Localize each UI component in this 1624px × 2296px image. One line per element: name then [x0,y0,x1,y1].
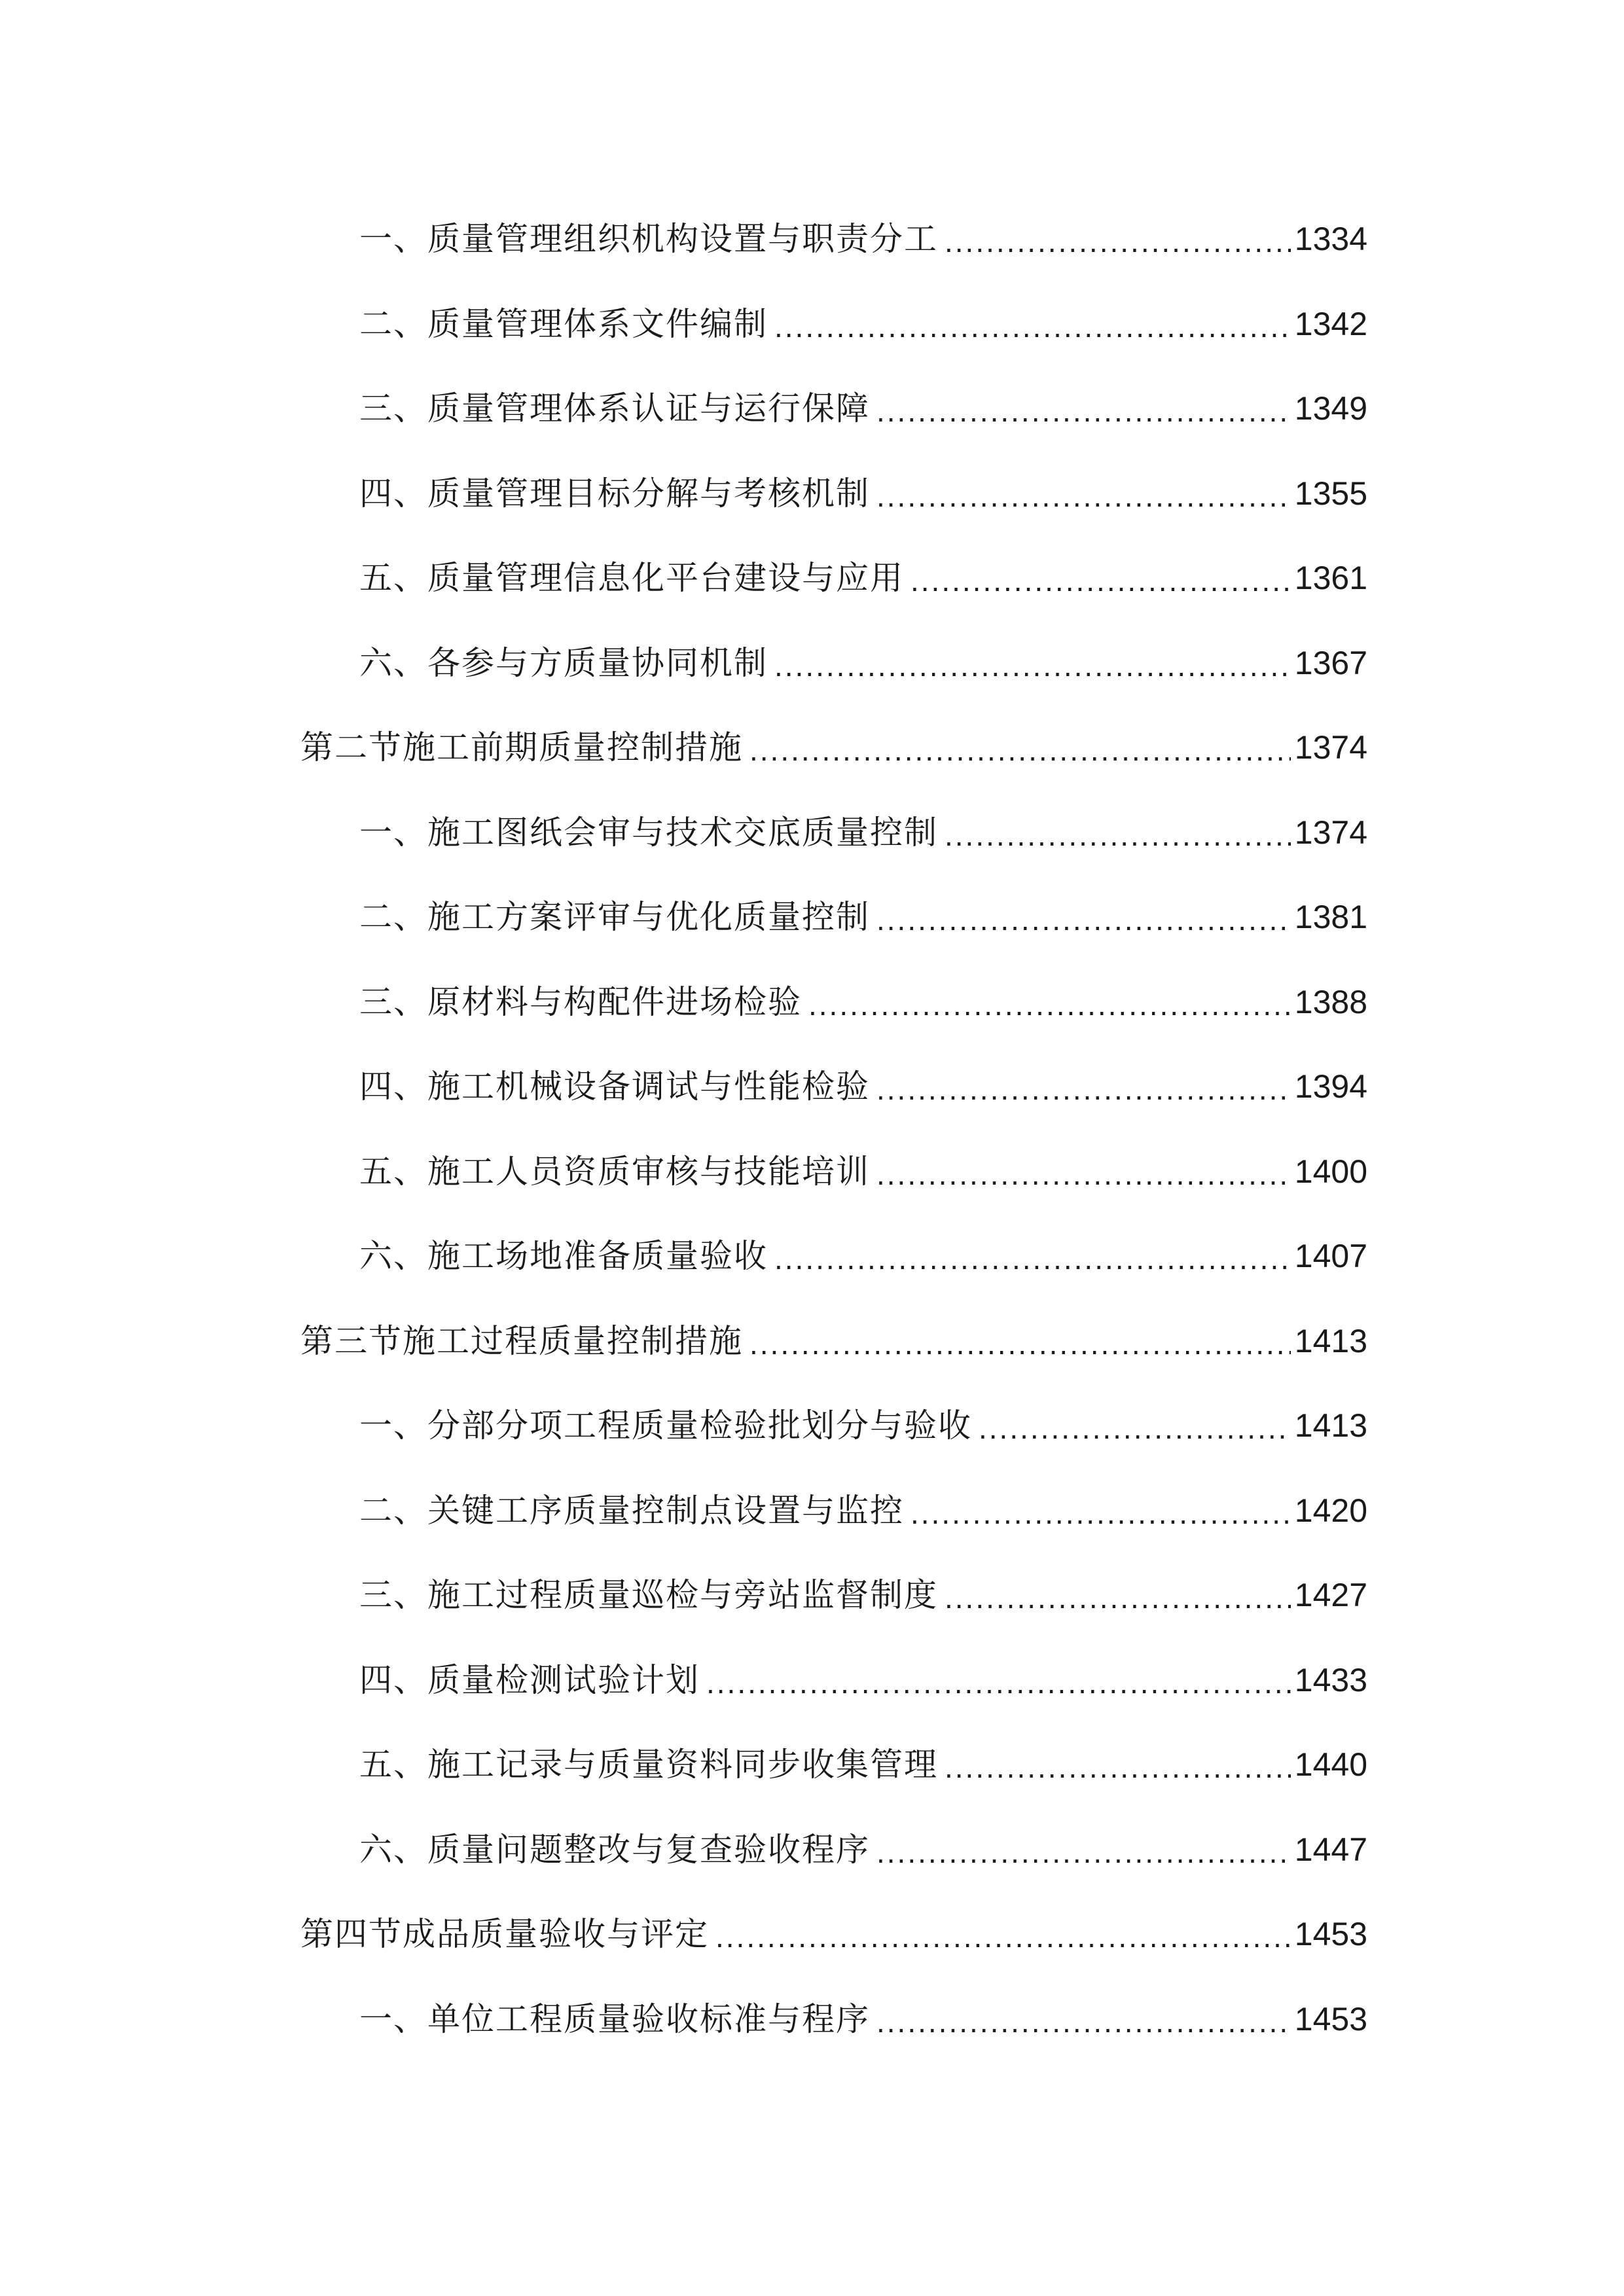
toc-entry[interactable] [359,467,1367,520]
toc-entry-page: 1420 [1294,1492,1367,1529]
toc-entry-title: 二、关键工序质量控制点设置与监控 [359,1492,904,1530]
toc-section-entry[interactable] [300,721,1367,774]
toc-entry-title: 三、施工过程质量巡检与旁站监督制度 [359,1576,938,1614]
toc-entry[interactable] [359,1654,1367,1706]
toc-leader-dots [774,639,1291,692]
toc-entry-page: 1447 [1294,1831,1367,1868]
toc-entry[interactable] [359,1738,1367,1791]
toc-entry-title: 第三节施工过程质量控制措施 [300,1322,743,1360]
toc-entry[interactable] [359,1484,1367,1537]
toc-leader-dots [945,215,1291,268]
toc-entry-title: 第二节施工前期质量控制措施 [300,728,743,766]
toc-entry[interactable] [359,552,1367,604]
toc-entry-page: 1334 [1294,221,1367,257]
toc-entry-title: 三、原材料与构配件进场检验 [359,983,802,1021]
toc-entry-page: 1413 [1294,1407,1367,1444]
toc-entry-title: 六、各参与方质量协同机制 [359,644,768,682]
toc-entry-page: 1433 [1294,1662,1367,1698]
toc-section-entry[interactable] [300,1908,1367,1960]
toc-entry[interactable] [359,1230,1367,1282]
toc-entry-title: 二、施工方案评审与优化质量控制 [359,898,870,936]
toc-entry-page: 1453 [1294,2001,1367,2037]
toc-entry-title: 三、质量管理体系认证与运行保障 [359,389,870,427]
toc-entry-title: 一、分部分项工程质量检验批划分与验收 [359,1407,972,1444]
toc-leader-dots [749,724,1291,776]
toc-entry-page: 1400 [1294,1153,1367,1190]
toc-entry-page: 1407 [1294,1238,1367,1274]
toc-leader-dots [774,300,1291,353]
toc-entry[interactable] [359,298,1367,350]
toc-entry[interactable] [359,891,1367,943]
toc-leader-dots [876,1826,1291,1878]
toc-entry-title: 二、质量管理体系文件编制 [359,305,768,343]
toc-entry-title: 五、施工人员资质审核与技能培训 [359,1153,870,1191]
toc-entry-title: 六、施工场地准备质量验收 [359,1237,768,1275]
toc-entry-title: 四、施工机械设备调试与性能检验 [359,1067,870,1105]
toc-leader-dots [911,554,1291,607]
toc-entry[interactable] [359,806,1367,859]
toc-leader-dots [911,1487,1291,1539]
toc-entry-title: 四、质量检测试验计划 [359,1661,700,1699]
toc-entry[interactable] [359,1060,1367,1113]
toc-entry[interactable] [359,1823,1367,1876]
toc-entry-title: 五、质量管理信息化平台建设与应用 [359,559,904,597]
toc-leader-dots [945,1741,1291,1793]
toc-entry-page: 1355 [1294,475,1367,512]
toc-entry-page: 1367 [1294,645,1367,681]
toc-leader-dots [876,1148,1291,1200]
toc-leader-dots [945,809,1291,861]
toc-entry-title: 第四节成品质量验收与评定 [300,1915,709,1953]
toc-entry-title: 一、单位工程质量验收标准与程序 [359,2000,870,2038]
toc-section-entry[interactable] [300,1315,1367,1367]
toc-leader-dots [715,1910,1291,1963]
toc-leader-dots [979,1402,1291,1454]
toc-entry[interactable] [359,382,1367,435]
toc-leader-dots [706,1657,1291,1709]
toc-entry-page: 1388 [1294,984,1367,1020]
toc-leader-dots [876,1063,1291,1115]
toc-leader-dots [876,385,1291,437]
toc-entry-page: 1394 [1294,1068,1367,1105]
toc-entry-page: 1374 [1294,814,1367,851]
toc-entry-title: 六、质量问题整改与复查验收程序 [359,1831,870,1869]
toc-entry-page: 1381 [1294,899,1367,935]
toc-entry[interactable] [359,637,1367,689]
toc-leader-dots [876,893,1291,946]
toc-entry[interactable] [359,976,1367,1028]
toc-entry-page: 1453 [1294,1916,1367,1952]
toc-entry-page: 1361 [1294,560,1367,596]
toc-leader-dots [876,470,1291,522]
toc-leader-dots [808,978,1291,1031]
toc-entry[interactable] [359,1145,1367,1198]
toc-leader-dots [749,1318,1291,1370]
toc-entry-page: 1427 [1294,1577,1367,1613]
toc-entry[interactable] [359,1993,1367,2045]
toc-entry-page: 1413 [1294,1323,1367,1359]
toc-entry-title: 四、质量管理目标分解与考核机制 [359,475,870,512]
toc-entry-page: 1349 [1294,390,1367,427]
toc-entry[interactable] [359,1399,1367,1452]
toc-entry[interactable] [359,1569,1367,1621]
toc-entry-page: 1342 [1294,306,1367,342]
toc-entry-title: 一、质量管理组织机构设置与职责分工 [359,220,938,258]
toc-entry-title: 一、施工图纸会审与技术交底质量控制 [359,814,938,852]
toc-entry-page: 1440 [1294,1746,1367,1783]
toc-leader-dots [945,1571,1291,1624]
toc-entry-page: 1374 [1294,729,1367,766]
toc-entry-title: 五、施工记录与质量资料同步收集管理 [359,1746,938,1784]
toc-leader-dots [774,1232,1291,1285]
toc-leader-dots [876,1996,1291,2048]
toc-entry[interactable] [359,213,1367,265]
